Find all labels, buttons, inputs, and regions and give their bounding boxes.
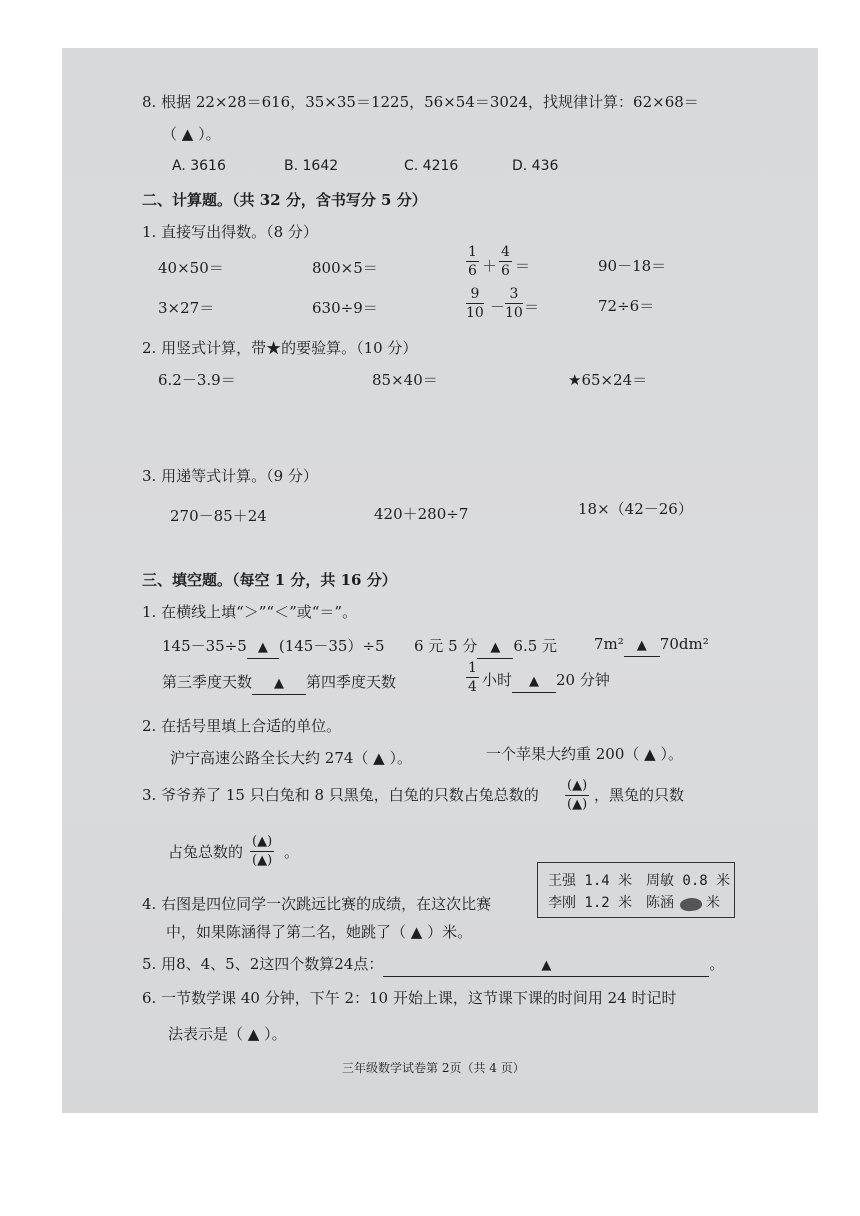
page-footer: 三年级数学试卷第 2页（共 4 页） [342,1061,525,1075]
q8-option-c: C. 4216 [404,158,459,174]
compare-item: 小时 ▲ 20 分钟 [482,670,610,693]
s3-q4-line1: 4. 右图是四位同学一次跳远比赛的成绩，在这次比赛 [142,895,492,913]
s2-q1-item: 72÷6＝ [598,297,655,315]
q8-option-b: B. 1642 [284,158,339,174]
s2-q3-item: 270－85＋24 [170,507,267,525]
s3-q4-line2: 中，如果陈涵得了第二名，她跳了（ ▲ ）米。 [166,923,473,941]
section3-title: 三、填空题。（每空 1 分，共 16 分） [142,571,397,589]
s3-q2-label: 2. 在括号里填上合适的单位。 [142,717,342,735]
ink-blot-icon [679,897,703,913]
s2-q3-item: 18×（42－26） [578,500,693,518]
compare-item: 145－35÷5 ▲ (145－35）÷5 [162,636,385,659]
q8-stem: 8. 根据 22×28＝616，35×35＝1225，56×54＝3024，找规律计算：62×68＝ [142,93,699,111]
s3-q2-a: 沪宁高速公路全长大约 274（ ▲ ）。 [170,749,412,767]
s2-q1-item: 40×50＝ [158,259,224,277]
exam-page [62,48,818,1113]
s3-q3-line1-tail: ，黑兔的只数 [594,786,685,804]
s2-q3-item: 420＋280÷7 [374,505,469,523]
long-jump-results-box [537,862,735,918]
result-chen-name: 陈涵 [646,895,674,911]
operator: ＋ [482,257,498,275]
result-li: 李刚 1.2 米 [548,895,633,911]
fraction: 4 6 [501,244,510,279]
s2-q3-label: 3. 用递等式计算。（9 分） [142,467,318,485]
s2-q2-item: 85×40＝ [372,371,438,389]
s2-q1-item: 630÷9＝ [312,299,378,317]
s3-q1-label: 1. 在横线上填“＞”“＜”或“＝”。 [142,603,358,621]
fraction: 1 4 [468,660,477,695]
compare-item: 第三季度天数 ▲ 第四季度天数 [162,672,396,695]
operator: － [490,298,506,316]
s2-q2-item: ★65×24＝ [568,371,648,389]
s3-q5: 5. 用8、4、5、2这四个数算24点： ▲ 。 [142,954,724,977]
fraction: 1 6 [468,244,477,279]
equals: ＝ [515,257,531,275]
s2-q2-label: 2. 用竖式计算，带★的要验算。（10 分） [142,339,418,357]
equals: ＝ [524,298,540,316]
s3-q6-line1: 6. 一节数学课 40 分钟，下午 2：10 开始上课，这节课下课的时间用 24 时记时 [142,989,677,1007]
fraction: 9 10 [466,286,484,321]
fraction: 3 10 [505,286,523,321]
s2-q1-item: 800×5＝ [312,259,378,277]
blank-fraction: (▲) (▲) [567,778,588,812]
result-chen-unit: 米 [706,895,720,911]
s2-q1-label: 1. 直接写出得数。（8 分） [142,223,318,241]
result-zhou: 周敏 0.8 米 [646,873,731,889]
s3-q3-line2: 占兔总数的 [168,843,244,861]
s2-q1-item: 3×27＝ [158,299,215,317]
s3-q2-b: 一个苹果大约重 200（ ▲ ）。 [486,745,683,763]
s2-q1-item: 90－18＝ [598,257,667,275]
s3-q3-line1: 3. 爷爷养了 15 只白兔和 8 只黑兔，白兔的只数占兔总数的 [142,786,539,804]
s2-q2-item: 6.2－3.9＝ [158,371,236,389]
q8-option-a: A. 3616 [172,158,226,174]
q8-answer-line: （ ▲ ）。 [162,125,221,143]
s3-q6-line2: 法表示是（ ▲ ）。 [168,1025,287,1043]
compare-item: 7m² ▲ 70dm² [594,634,709,657]
s3-q3-line2-tail: 。 [284,843,300,861]
compare-item: 6 元 5 分 ▲ 6.5 元 [414,636,557,659]
section2-title: 二、计算题。（共 32 分，含书写分 5 分） [142,191,427,209]
result-wang: 王强 1.4 米 [548,873,633,889]
blank-fraction: (▲) (▲) [252,834,273,868]
q8-option-d: D. 436 [512,158,559,174]
